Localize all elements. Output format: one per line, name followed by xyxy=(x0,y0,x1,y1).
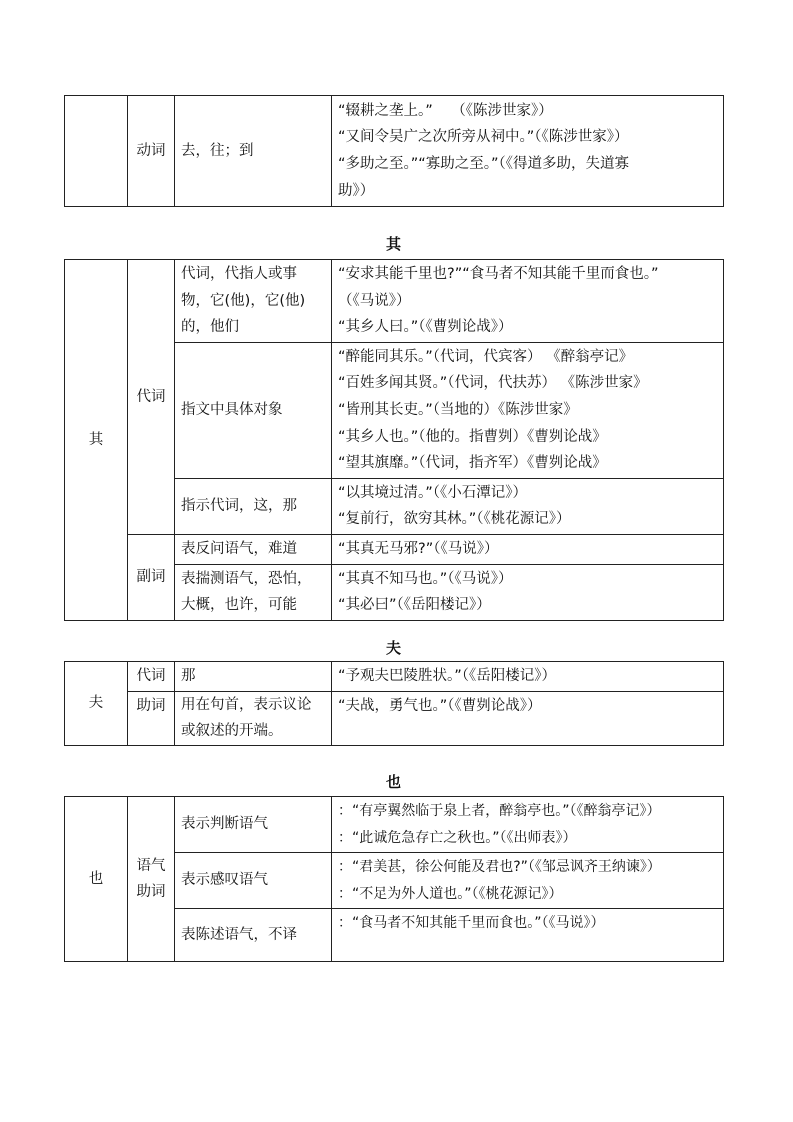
example-line: “醉能同其乐。”（代词，代宾客） 《醉翁亭记》 xyxy=(338,348,634,365)
examples-cell xyxy=(332,853,724,909)
example-line: “夫战，勇气也。”（《曹刿论战》） xyxy=(338,697,542,714)
meaning-line: 或叙述的开端。 xyxy=(181,723,283,740)
meaning-line: 的，他们 xyxy=(181,319,239,336)
example-line: “其乡人曰。”（《曹刿论战》） xyxy=(338,319,513,336)
pos-cell: 副词 xyxy=(128,534,175,620)
example-line: ：“君美甚，徐公何能及君也?”（《邹忌讽齐王纳谏》） xyxy=(338,859,661,876)
example-line: “多助之至。”“寡助之至。”（《得道多助，失道寡 xyxy=(338,156,630,172)
word-cell: 其 xyxy=(65,260,128,621)
section-title-ye: 也 xyxy=(385,773,401,791)
examples-cell xyxy=(332,797,724,853)
example-line: “安求其能千里也?”“食马者不知其能千里而食也。” xyxy=(338,266,659,282)
meaning-line: 大概，也许，可能 xyxy=(181,597,297,614)
example-line: ：“此诚危急存亡之秋也。”（《出师表》） xyxy=(338,829,577,846)
pos-cell: 代词 xyxy=(128,662,175,692)
section-title-fu: 夫 xyxy=(385,639,401,657)
examples-cell xyxy=(332,662,724,692)
example-line: “又间令吴广之次所旁从祠中。”（《陈涉世家》） xyxy=(338,129,629,146)
example-line: 助》） xyxy=(338,182,375,199)
meaning-cell: 去，往；到 xyxy=(175,96,332,207)
meaning-cell: 那 xyxy=(175,662,332,692)
meaning-cell: 表陈述语气，不译 xyxy=(175,909,332,962)
examples-cell xyxy=(332,909,724,962)
meaning-cell: 指示代词，这，那 xyxy=(175,478,332,534)
examples-cell xyxy=(332,691,724,745)
word-cell: 夫 xyxy=(65,662,128,746)
meaning-line: 用在句首，表示议论 xyxy=(181,696,312,713)
table-qi xyxy=(64,259,724,621)
example-line: “皆刑其长吏。”（当地的）《陈涉世家》 xyxy=(338,401,578,418)
pos-line: 助词 xyxy=(136,884,166,901)
table-row xyxy=(65,96,724,207)
meaning-line: 物，它(他)，它(他) xyxy=(181,292,306,309)
meaning-cell: 指文中具体对象 xyxy=(175,342,332,478)
meaning-line: 代词，代指人或事 xyxy=(181,266,297,282)
table-row xyxy=(65,260,724,343)
meaning-cell: 表示判断语气 xyxy=(175,797,332,853)
examples-cell xyxy=(332,96,724,207)
word-cell: 也 xyxy=(65,797,128,962)
examples-cell xyxy=(332,478,724,534)
example-line: ：“食马者不知其能千里而食也。”（《马说》） xyxy=(338,915,605,932)
meaning-cell: 表示感叹语气 xyxy=(175,853,332,909)
example-line: “以其境过清。”（《小石潭记》） xyxy=(338,484,528,501)
pos-cell: 助词 xyxy=(128,691,175,745)
table-fu xyxy=(64,661,724,746)
example-line: “望其旗靡。”（代词，指齐军）《曹刿论战》 xyxy=(338,455,607,472)
meaning-cell xyxy=(175,691,332,745)
example-line: “其真无马邪?”（《马说》） xyxy=(338,540,499,557)
section-title-qi: 其 xyxy=(385,235,401,253)
examples-cell xyxy=(332,564,724,620)
example-line: “辍耕之垄上。” （《陈涉世家》） xyxy=(338,102,553,119)
example-line: “复前行，欲穷其林。”（《桃花源记》） xyxy=(338,511,571,528)
table-row xyxy=(65,534,724,564)
meaning-cell xyxy=(175,564,332,620)
table-row xyxy=(65,797,724,853)
pos-line: 语气 xyxy=(136,857,166,874)
table-zhi-continuation xyxy=(64,95,724,207)
examples-cell xyxy=(332,260,724,343)
example-line: ：“不足为外人道也。”（《桃花源记》） xyxy=(338,885,563,902)
meaning-line: 表揣测语气，恐怕， xyxy=(181,570,312,587)
example-line: “其真不知马也。”（《马说》） xyxy=(338,570,513,587)
table-row xyxy=(65,662,724,692)
example-line: （《马说》） xyxy=(338,292,411,309)
example-line: “予观夫巴陵胜状。”（《岳阳楼记》） xyxy=(338,668,557,684)
example-line: “百姓多闻其贤。”（代词，代扶苏） 《陈涉世家》 xyxy=(338,375,648,392)
pos-cell xyxy=(128,797,175,962)
word-cell xyxy=(65,96,128,207)
examples-cell xyxy=(332,534,724,564)
pos-cell: 动词 xyxy=(128,96,175,207)
example-line: “其乡人也。”（他的。指曹刿）《曹刿论战》 xyxy=(338,428,607,445)
table-ye xyxy=(64,796,724,962)
examples-cell xyxy=(332,342,724,478)
example-line: ：“有亭翼然临于泉上者，醉翁亭也。”（《醉翁亭记》） xyxy=(338,803,661,819)
meaning-cell: 表反问语气，难道 xyxy=(175,534,332,564)
example-line: “其必曰”（《岳阳楼记》） xyxy=(338,597,491,614)
pos-cell: 代词 xyxy=(128,260,175,535)
meaning-cell xyxy=(175,260,332,343)
table-row xyxy=(65,691,724,745)
